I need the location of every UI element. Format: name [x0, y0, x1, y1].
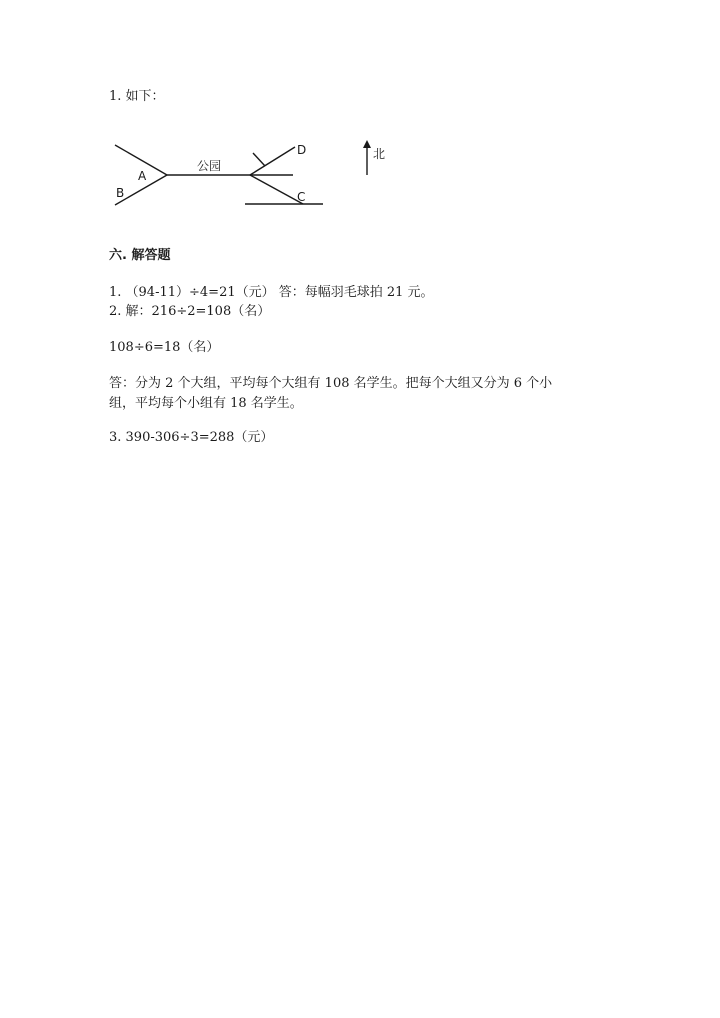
label-c: C — [297, 190, 306, 204]
route-diagram — [105, 135, 405, 215]
label-north: 北 — [373, 147, 386, 161]
ray-d — [250, 147, 295, 175]
answer-2-conclusion-line-1: 答：分为 2 个大组，平均每个大组有 108 名学生。把每个大组又分为 6 个小 — [109, 376, 553, 391]
ray-d-branch — [253, 153, 265, 166]
answer-3: 3. 390-306÷3=288（元） — [109, 430, 274, 445]
answer-1: 1. （94-11）÷4=21（元） 答：每幅羽毛球拍 21 元。 — [109, 285, 434, 300]
answer-2-step: 108÷6=18（名） — [109, 340, 220, 355]
label-b: B — [116, 186, 125, 200]
label-a: A — [138, 169, 147, 183]
label-d: D — [297, 143, 307, 157]
answer-2-conclusion-line-2: 组，平均每个小组有 18 名学生。 — [109, 396, 303, 411]
north-arrow-icon — [363, 140, 371, 148]
label-park: 公园 — [197, 159, 222, 173]
question-1-label: 1. 如下： — [109, 89, 165, 104]
section-6-title: 六. 解答题 — [109, 248, 171, 263]
answer-2: 2. 解：216÷2=108（名） — [109, 304, 271, 319]
ray-c — [250, 175, 306, 204]
